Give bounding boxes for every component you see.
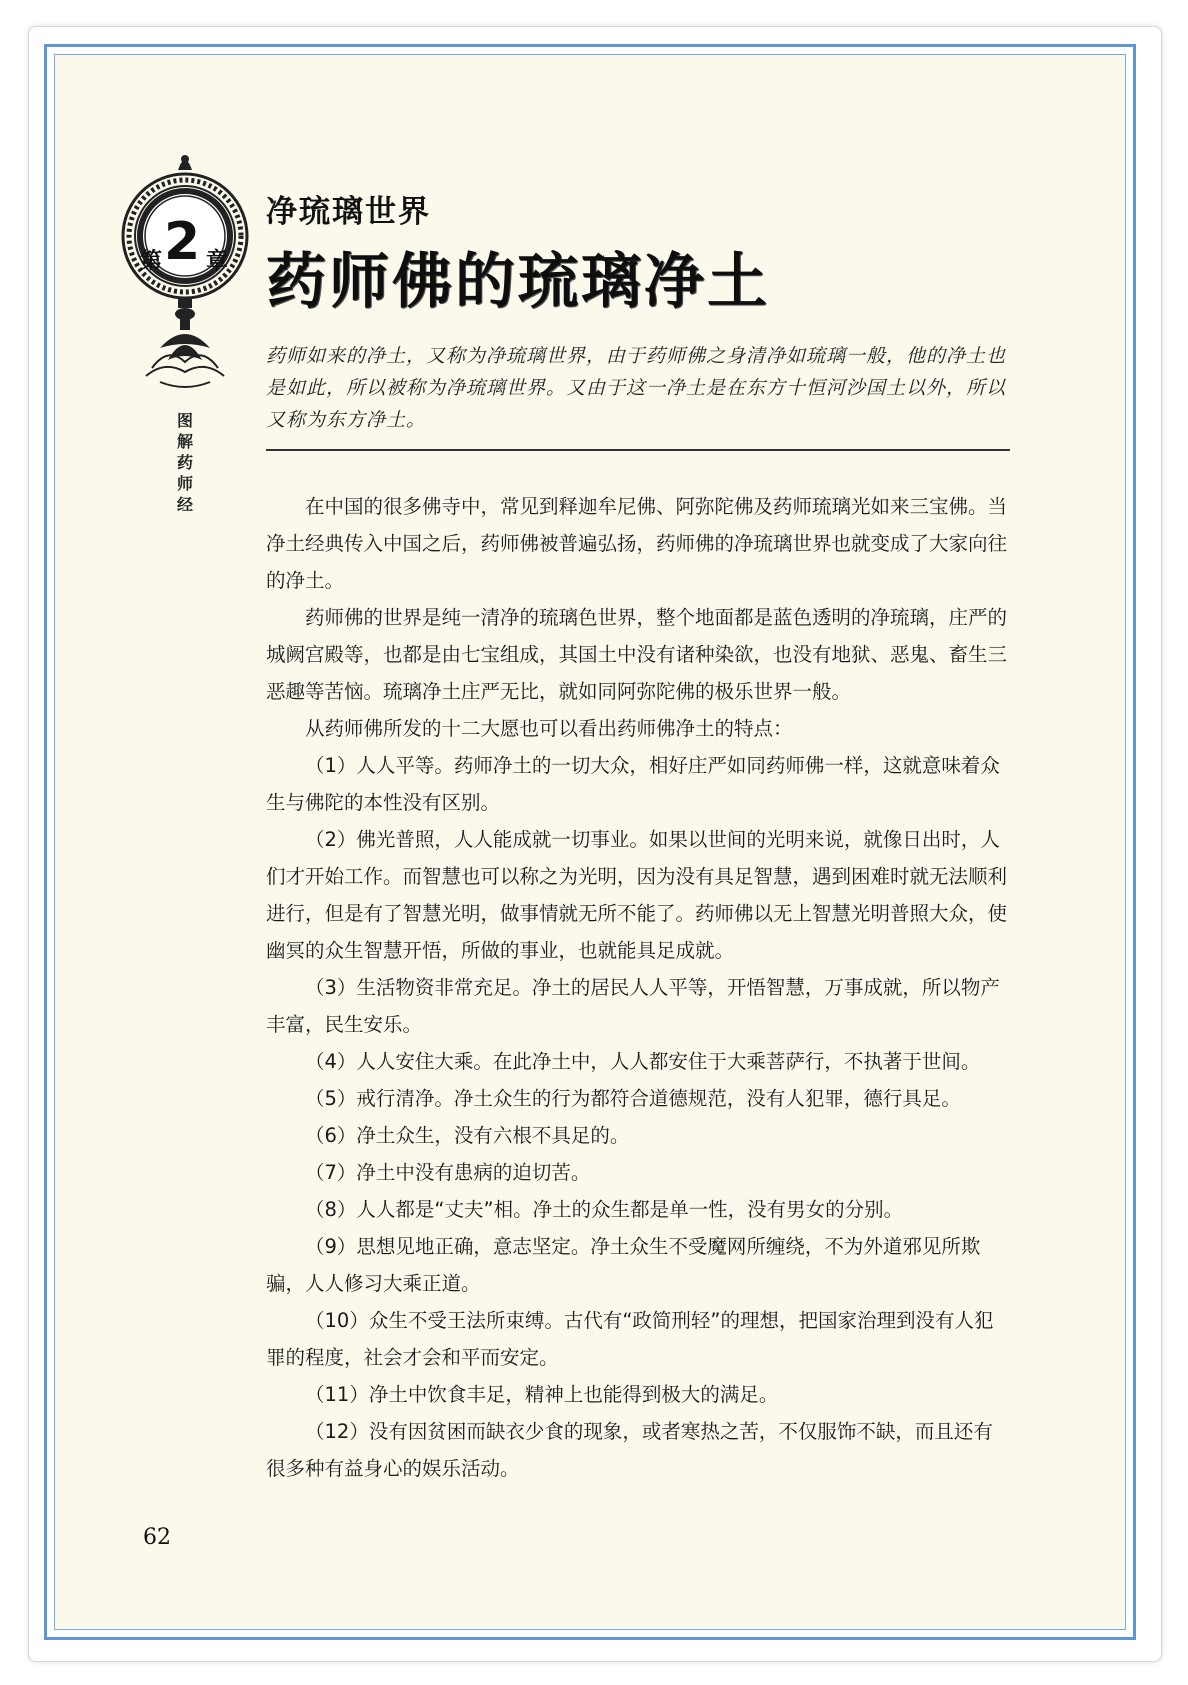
- vow-item: （11）净土中饮食丰足，精神上也能得到极大的满足。: [305, 1383, 779, 1406]
- vow-item: （2）佛光普照，人人能成就一切事业。如果以世间的光明来说，就像日出时，人们才开始工作。而智慧也可以称之为光明，因为没有具足智慧，遇到困难时就无法顺利进行，但是有了智慧光明，做事情就无所不能了。药师佛以无上智慧光明普照大众，使幽冥的众生智慧开悟，所做的事业，也就能具足成就。: [266, 828, 1008, 962]
- page-number: 62: [143, 1525, 171, 1550]
- vow-item: （4）人人安住大乘。在此净土中，人人都安住于大乘菩萨行，不执著于世间。: [305, 1050, 981, 1073]
- chapter-title: 药师佛的琉璃净土: [266, 247, 770, 317]
- chapter-prefix: 第: [140, 249, 163, 274]
- vow-item: （10）众生不受王法所束缚。古代有“政简刑轻”的理想，把国家治理到没有人犯罪的程度，社会才会和平而安定。: [266, 1309, 994, 1369]
- vow-item: （1）人人平等。药师净土的一切大众，相好庄严如同药师佛一样，这就意味着众生与佛陀的本性没有区别。: [266, 754, 1000, 814]
- chapter-suffix: 章: [206, 249, 229, 274]
- paragraph: 在中国的很多佛寺中，常见到释迦牟尼佛、阿弥陀佛及药师琉璃光如来三宝佛。当净土经典传入中国之后，药师佛被普遍弘扬，药师佛的净琉璃世界也就变成了大家向往的净土。: [266, 495, 1008, 592]
- vow-item: （12）没有因贫困而缺衣少食的现象，或者寒热之苦，不仅服饰不缺，而且还有很多种有益身心的娱乐活动。: [266, 1420, 993, 1480]
- chapter-subtitle: 净琉璃世界: [266, 194, 431, 230]
- vow-item: （6）净土众生，没有六根不具足的。: [305, 1124, 630, 1147]
- chapter-number: 2: [164, 212, 201, 272]
- side-book-title: 图解药师经: [176, 411, 193, 514]
- vow-item: （7）净土中没有患病的迫切苦。: [305, 1161, 591, 1184]
- vow-item: （9）思想见地正确，意志坚定。净土众生不受魔网所缠绕，不为外道邪见所欺骗，人人修习大乘正道。: [266, 1235, 981, 1295]
- intro-paragraph: 药师如来的净土，又称为净琉璃世界，由于药师佛之身清净如琉璃一般，他的净土也是如此，所以被称为净琉璃世界。又由于这一净土是在东方十恒河沙国土以外，所以又称为东方净土。: [266, 345, 1007, 431]
- chapter-medallion-icon: [120, 150, 250, 400]
- paragraph: 药师佛的世界是纯一清净的琉璃色世界，整个地面都是蓝色透明的净琉璃，庄严的城阙宫殿等，也都是由七宝组成，其国土中没有诸种染欲，也没有地狱、恶鬼、畜生三恶趣等苦恼。琉璃净土庄严无比，就如同阿弥陀佛的极乐世界一般。: [266, 606, 1008, 703]
- vow-item: （5）戒行清净。净土众生的行为都符合道德规范，没有人犯罪，德行具足。: [305, 1087, 961, 1110]
- vow-item: （8）人人都是“丈夫”相。净土的众生都是单一性，没有男女的分别。: [305, 1198, 904, 1221]
- vow-item: （3）生活物资非常充足。净土的居民人人平等，开悟智慧，万事成就，所以物产丰富，民生安乐。: [266, 976, 1000, 1036]
- paragraph: 从药师佛所发的十二大愿也可以看出药师佛净土的特点：: [305, 717, 793, 740]
- section-divider: [266, 449, 1010, 451]
- body-text: [266, 488, 1010, 1487]
